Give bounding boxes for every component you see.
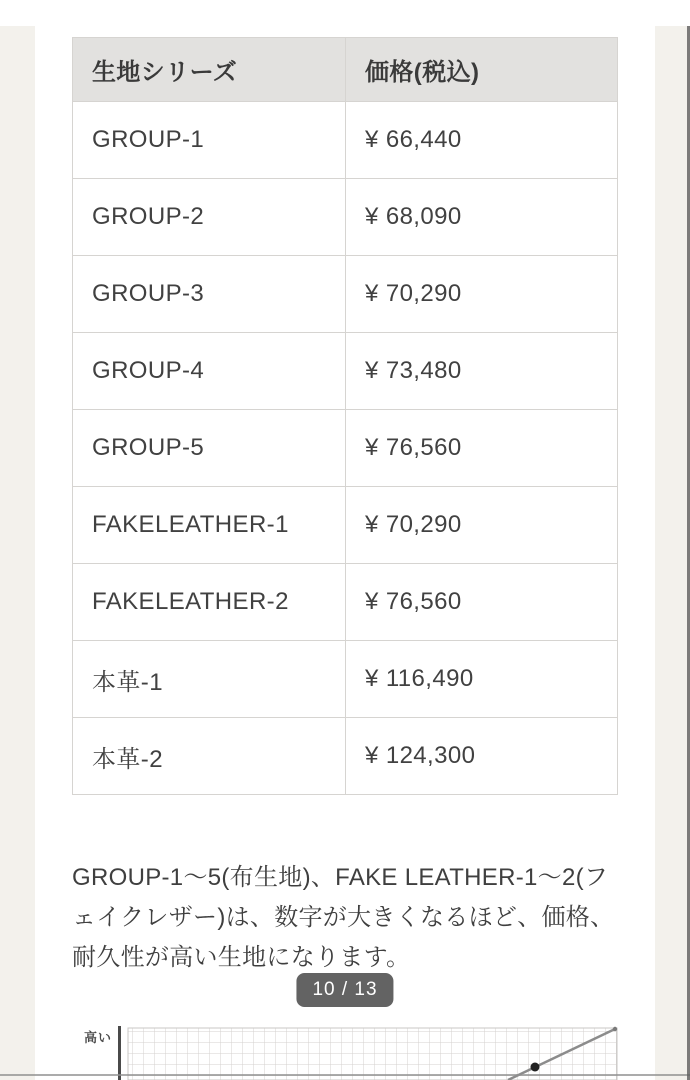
table-row — [73, 179, 618, 256]
table-row — [73, 564, 618, 641]
series-cell: GROUP-2 — [73, 179, 346, 256]
data-point-dot — [531, 1063, 540, 1072]
durability-price-chart — [0, 1020, 690, 1080]
table-row — [73, 641, 618, 718]
price-table — [72, 37, 618, 795]
table-header-row — [73, 38, 618, 102]
trend-line-end-point — [613, 1027, 617, 1031]
chart-canvas — [0, 1020, 690, 1080]
table-row — [73, 102, 618, 179]
series-cell: 本革-2 — [73, 718, 346, 795]
col-header-series: 生地シリーズ — [73, 38, 346, 102]
price-cell: ¥ 68,090 — [346, 179, 618, 256]
table-row — [73, 256, 618, 333]
price-cell: ¥ 70,290 — [346, 487, 618, 564]
pager-badge — [296, 973, 393, 1007]
price-cell: ¥ 76,560 — [346, 564, 618, 641]
pager-label: 10 / 13 — [312, 979, 378, 1000]
series-cell: GROUP-3 — [73, 256, 346, 333]
chart-grid — [128, 1028, 617, 1080]
y-axis-high-label: 高い — [84, 1030, 113, 1045]
table-row — [73, 718, 618, 795]
col-header-price: 価格(税込) — [346, 38, 618, 102]
table-row — [73, 487, 618, 564]
price-cell: ¥ 124,300 — [346, 718, 618, 795]
series-cell: 本革-1 — [73, 641, 346, 718]
series-cell: GROUP-4 — [73, 333, 346, 410]
series-cell: GROUP-1 — [73, 102, 346, 179]
price-cell: ¥ 66,440 — [346, 102, 618, 179]
series-cell: FAKELEATHER-1 — [73, 487, 346, 564]
price-cell: ¥ 76,560 — [346, 410, 618, 487]
table-row — [73, 333, 618, 410]
table-row — [73, 410, 618, 487]
series-cell: FAKELEATHER-2 — [73, 564, 346, 641]
series-cell: GROUP-5 — [73, 410, 346, 487]
bottom-edge-line — [0, 1074, 690, 1076]
price-cell: ¥ 70,290 — [346, 256, 618, 333]
price-cell: ¥ 73,480 — [346, 333, 618, 410]
note-text: GROUP-1〜5(布生地)、FAKE LEATHER-1〜2(フェイクレザー)は、数字が大きくなるほど、価格、耐久性が高い生地になります。 — [72, 864, 615, 971]
price-cell: ¥ 116,490 — [346, 641, 618, 718]
